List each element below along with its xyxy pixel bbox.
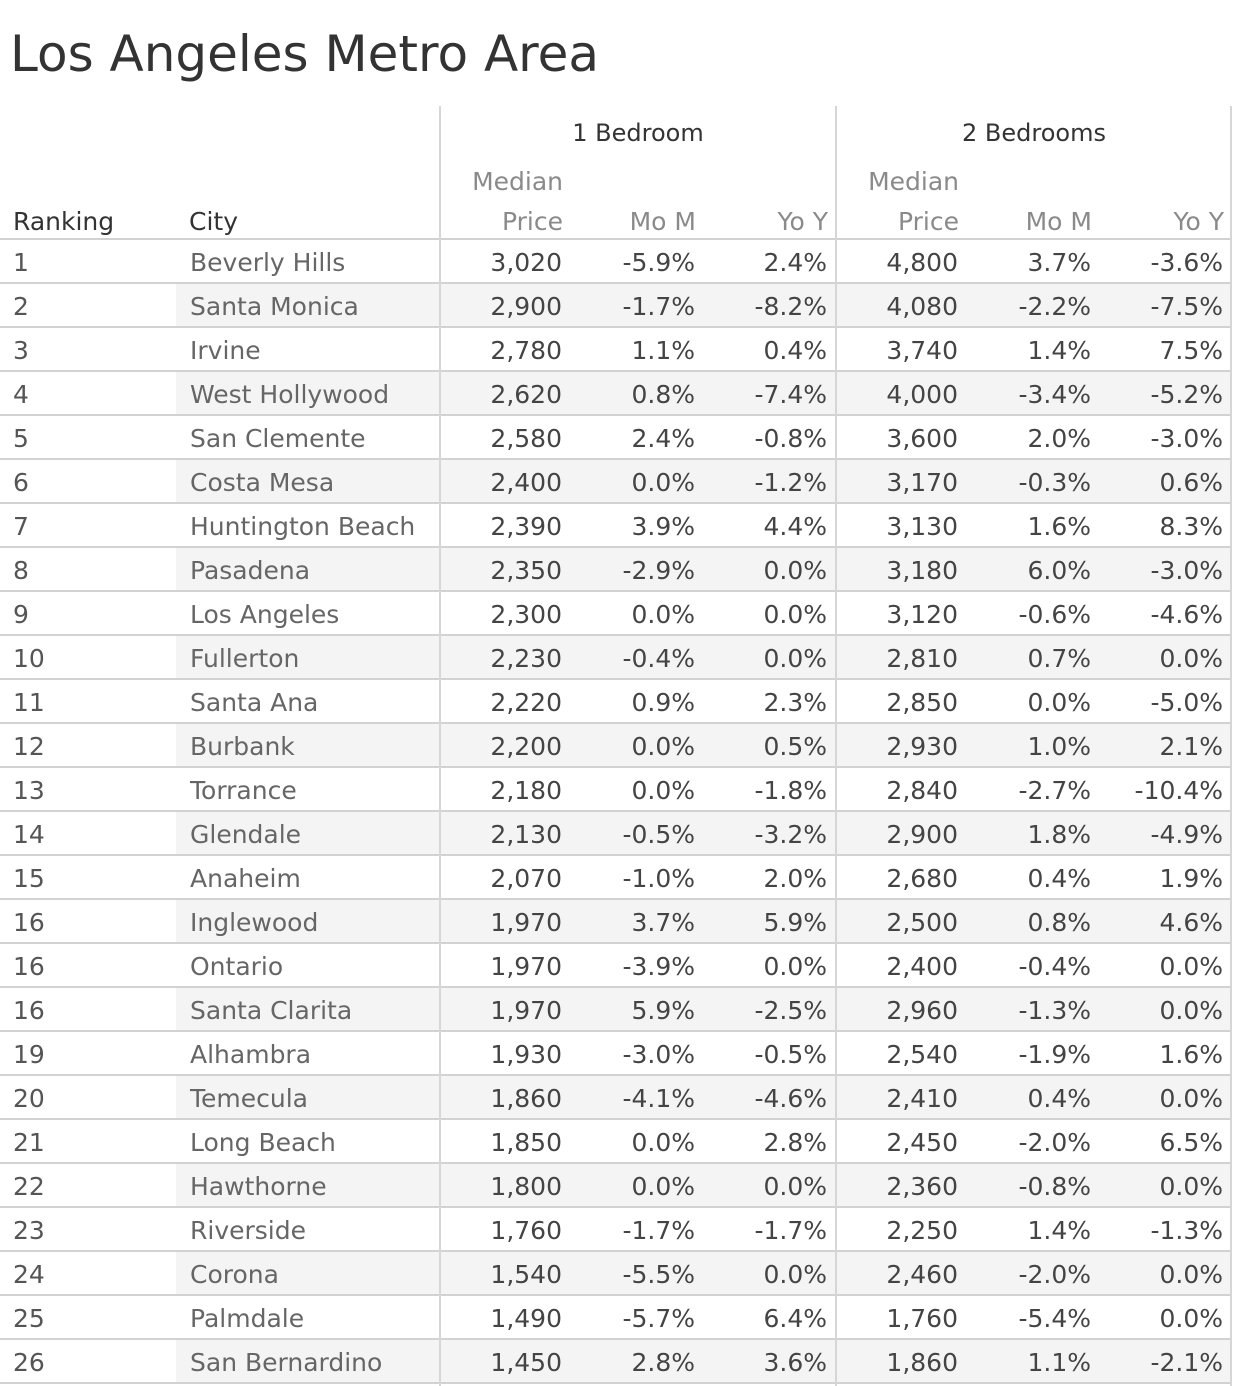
cell-city: Huntington Beach [190,512,416,541]
cell-city: Irvine [190,336,261,365]
cell-1br-yoy: 6.4% [763,1304,827,1333]
cell-1br-median: 2,780 [490,336,562,365]
cell-ranking: 3 [13,336,29,365]
column-divider-right-edge [1230,106,1232,1386]
cell-1br-mom: 5.9% [631,996,695,1025]
cell-1br-yoy: 0.5% [763,732,827,761]
cell-ranking: 20 [13,1084,45,1113]
cell-2br-yoy: -4.9% [1150,820,1223,849]
cell-ranking: 12 [13,732,45,761]
cell-city: Inglewood [190,908,319,937]
cell-2br-yoy: -2.1% [1150,1348,1223,1377]
table-row [0,372,1232,416]
column-header-city: City [189,207,238,236]
cell-2br-mom: 0.0% [1027,688,1091,717]
cell-2br-yoy: 0.0% [1159,1304,1223,1333]
cell-2br-mom: -0.3% [1018,468,1091,497]
cell-1br-median: 2,620 [490,380,562,409]
cell-2br-mom: 2.0% [1027,424,1091,453]
column-header-2br-median-bottom: Price [898,207,959,236]
column-header-2br-mom: Mo M [1025,207,1092,236]
table-row [0,1120,1232,1164]
cell-1br-yoy: 0.0% [763,1172,827,1201]
table-row [0,636,1232,680]
cell-2br-mom: -1.3% [1018,996,1091,1025]
cell-2br-mom: -1.9% [1018,1040,1091,1069]
column-divider-2-bedrooms [835,106,837,1386]
cell-2br-median: 2,460 [886,1260,958,1289]
cell-1br-median: 1,970 [490,952,562,981]
cell-2br-yoy: -4.6% [1150,600,1223,629]
cell-1br-mom: 0.8% [631,380,695,409]
column-header-1br-mom: Mo M [629,207,696,236]
cell-2br-yoy: -3.0% [1150,556,1223,585]
cell-1br-median: 1,850 [490,1128,562,1157]
cell-2br-yoy: 0.0% [1159,996,1223,1025]
cell-1br-median: 1,970 [490,996,562,1025]
cell-1br-mom: -1.7% [622,1216,695,1245]
page-title: Los Angeles Metro Area [10,25,600,83]
table-row [0,1252,1232,1296]
cell-2br-mom: -2.7% [1018,776,1091,805]
cell-1br-yoy: 5.9% [763,908,827,937]
cell-city: Torrance [190,776,297,805]
cell-2br-mom: 1.4% [1027,1216,1091,1245]
table-row [0,240,1232,284]
cell-1br-mom: -4.1% [622,1084,695,1113]
cell-1br-median: 1,860 [490,1084,562,1113]
cell-city: Temecula [190,1084,308,1113]
cell-1br-yoy: -1.2% [754,468,827,497]
cell-2br-yoy: 7.5% [1159,336,1223,365]
cell-ranking: 19 [13,1040,45,1069]
cell-2br-yoy: -5.2% [1150,380,1223,409]
cell-2br-mom: -2.0% [1018,1260,1091,1289]
cell-2br-median: 2,250 [886,1216,958,1245]
cell-1br-median: 1,800 [490,1172,562,1201]
cell-1br-yoy: 2.4% [763,248,827,277]
cell-1br-median: 2,400 [490,468,562,497]
cell-2br-yoy: 1.6% [1159,1040,1223,1069]
cell-1br-median: 1,450 [490,1348,562,1377]
cell-2br-yoy: 2.1% [1159,732,1223,761]
cell-city: Hawthorne [190,1172,327,1201]
cell-1br-mom: 1.1% [631,336,695,365]
cell-city: Riverside [190,1216,306,1245]
table-row [0,856,1232,900]
cell-city: West Hollywood [190,380,390,409]
cell-city: San Bernardino [190,1348,383,1377]
cell-2br-yoy: 0.0% [1159,1084,1223,1113]
table-row [0,460,1232,504]
cell-ranking: 16 [13,996,45,1025]
cell-2br-median: 2,360 [886,1172,958,1201]
cell-city: Glendale [190,820,302,849]
cell-1br-mom: 0.0% [631,1128,695,1157]
cell-1br-mom: 2.4% [631,424,695,453]
table-row [0,1208,1232,1252]
cell-1br-mom: 0.0% [631,776,695,805]
cell-2br-yoy: 6.5% [1159,1128,1223,1157]
table-row [0,1340,1232,1384]
cell-city: Los Angeles [190,600,340,629]
cell-ranking: 14 [13,820,45,849]
cell-2br-mom: 0.4% [1027,864,1091,893]
table-row [0,1296,1232,1340]
cell-1br-yoy: 0.0% [763,644,827,673]
cell-1br-mom: -5.9% [622,248,695,277]
cell-1br-mom: -1.7% [622,292,695,321]
cell-1br-mom: 0.0% [631,468,695,497]
table-row [0,284,1232,328]
cell-1br-yoy: 4.4% [763,512,827,541]
cell-ranking: 4 [13,380,29,409]
group-header-2-bedrooms: 2 Bedrooms [962,119,1106,147]
cell-city: Costa Mesa [190,468,335,497]
table-row [0,944,1232,988]
cell-2br-mom: 1.1% [1027,1348,1091,1377]
cell-ranking: 23 [13,1216,45,1245]
cell-1br-yoy: 0.0% [763,1260,827,1289]
cell-1br-yoy: 0.0% [763,952,827,981]
cell-1br-yoy: 0.0% [763,600,827,629]
cell-1br-median: 1,540 [490,1260,562,1289]
cell-1br-median: 1,970 [490,908,562,937]
cell-1br-yoy: 2.8% [763,1128,827,1157]
cell-1br-yoy: -8.2% [754,292,827,321]
cell-2br-mom: -3.4% [1018,380,1091,409]
cell-1br-yoy: -1.7% [754,1216,827,1245]
cell-1br-yoy: -7.4% [754,380,827,409]
cell-ranking: 5 [13,424,29,453]
cell-1br-yoy: 3.6% [763,1348,827,1377]
cell-2br-median: 4,800 [886,248,958,277]
cell-1br-mom: -5.5% [622,1260,695,1289]
table-row [0,1032,1232,1076]
cell-2br-mom: -2.2% [1018,292,1091,321]
cell-ranking: 7 [13,512,29,541]
cell-ranking: 22 [13,1172,45,1201]
cell-2br-median: 2,850 [886,688,958,717]
cell-1br-median: 3,020 [490,248,562,277]
cell-ranking: 11 [13,688,45,717]
cell-2br-median: 3,170 [886,468,958,497]
cell-1br-mom: 0.0% [631,732,695,761]
table-row [0,592,1232,636]
table-row [0,812,1232,856]
cell-2br-mom: -0.6% [1018,600,1091,629]
cell-2br-mom: -0.4% [1018,952,1091,981]
cell-1br-mom: -0.5% [622,820,695,849]
column-header-1br-median-top: Median [472,167,563,196]
table-row [0,1164,1232,1208]
cell-2br-median: 3,120 [886,600,958,629]
table-body [0,240,1232,1384]
cell-1br-median: 2,070 [490,864,562,893]
cell-2br-mom: -2.0% [1018,1128,1091,1157]
cell-2br-yoy: 0.0% [1159,952,1223,981]
cell-ranking: 24 [13,1260,45,1289]
cell-2br-yoy: -1.3% [1150,1216,1223,1245]
cell-1br-median: 2,200 [490,732,562,761]
cell-1br-median: 2,900 [490,292,562,321]
cell-city: Alhambra [190,1040,312,1069]
cell-ranking: 6 [13,468,29,497]
cell-city: Long Beach [190,1128,336,1157]
cell-1br-mom: 3.7% [631,908,695,937]
cell-1br-mom: 0.0% [631,600,695,629]
cell-2br-median: 1,760 [886,1304,958,1333]
column-divider-1-bedroom [439,106,441,1386]
cell-2br-median: 2,930 [886,732,958,761]
cell-1br-yoy: 0.0% [763,556,827,585]
cell-1br-median: 2,180 [490,776,562,805]
table-row [0,988,1232,1032]
table-row [0,680,1232,724]
cell-1br-mom: -0.4% [622,644,695,673]
cell-2br-yoy: -5.0% [1150,688,1223,717]
cell-2br-median: 1,860 [886,1348,958,1377]
cell-2br-yoy: -3.6% [1150,248,1223,277]
cell-1br-median: 1,760 [490,1216,562,1245]
cell-ranking: 21 [13,1128,45,1157]
cell-2br-median: 3,180 [886,556,958,585]
cell-2br-yoy: 0.0% [1159,644,1223,673]
cell-2br-median: 2,540 [886,1040,958,1069]
cell-2br-median: 2,680 [886,864,958,893]
cell-2br-median: 2,500 [886,908,958,937]
cell-2br-median: 2,810 [886,644,958,673]
cell-1br-median: 1,490 [490,1304,562,1333]
table-row [0,328,1232,372]
cell-2br-mom: -0.8% [1018,1172,1091,1201]
cell-1br-yoy: -1.8% [754,776,827,805]
table-row [0,724,1232,768]
cell-ranking: 15 [13,864,45,893]
cell-ranking: 9 [13,600,29,629]
cell-1br-median: 1,930 [490,1040,562,1069]
cell-1br-median: 2,300 [490,600,562,629]
cell-1br-yoy: -2.5% [754,996,827,1025]
cell-1br-median: 2,220 [490,688,562,717]
cell-1br-mom: 0.9% [631,688,695,717]
cell-1br-median: 2,230 [490,644,562,673]
cell-1br-mom: -2.9% [622,556,695,585]
cell-2br-mom: 0.4% [1027,1084,1091,1113]
cell-2br-median: 2,400 [886,952,958,981]
cell-ranking: 26 [13,1348,45,1377]
cell-ranking: 1 [13,248,29,277]
table-row [0,548,1232,592]
cell-1br-mom: -3.9% [622,952,695,981]
cell-2br-yoy: -10.4% [1134,776,1223,805]
cell-city: Fullerton [190,644,300,673]
cell-city: San Clemente [190,424,366,453]
cell-ranking: 8 [13,556,29,585]
cell-1br-mom: 2.8% [631,1348,695,1377]
cell-ranking: 25 [13,1304,45,1333]
cell-city: Santa Ana [190,688,319,717]
cell-2br-yoy: 0.0% [1159,1172,1223,1201]
cell-city: Beverly Hills [190,248,346,277]
cell-1br-mom: 0.0% [631,1172,695,1201]
table-row [0,1076,1232,1120]
cell-city: Corona [190,1260,279,1289]
cell-2br-median: 2,840 [886,776,958,805]
cell-2br-mom: 1.8% [1027,820,1091,849]
cell-2br-yoy: 4.6% [1159,908,1223,937]
cell-2br-mom: 1.4% [1027,336,1091,365]
cell-2br-yoy: 0.0% [1159,1260,1223,1289]
column-header-1br-yoy: Yo Y [777,207,828,236]
cell-2br-yoy: 0.6% [1159,468,1223,497]
table-row [0,768,1232,812]
cell-1br-median: 2,350 [490,556,562,585]
cell-city: Ontario [190,952,284,981]
column-header-ranking: Ranking [13,207,115,236]
cell-2br-mom: 6.0% [1027,556,1091,585]
cell-2br-median: 2,960 [886,996,958,1025]
cell-city: Palmdale [190,1304,305,1333]
cell-2br-median: 3,740 [886,336,958,365]
cell-2br-mom: 1.6% [1027,512,1091,541]
cell-2br-median: 2,410 [886,1084,958,1113]
cell-1br-median: 2,130 [490,820,562,849]
cell-city: Pasadena [190,556,311,585]
cell-2br-median: 3,130 [886,512,958,541]
cell-city: Santa Clarita [190,996,353,1025]
cell-2br-mom: -5.4% [1018,1304,1091,1333]
cell-1br-mom: 3.9% [631,512,695,541]
group-header-1-bedroom: 1 Bedroom [572,119,704,147]
cell-ranking: 10 [13,644,45,673]
cell-2br-mom: 0.8% [1027,908,1091,937]
cell-1br-yoy: 2.0% [763,864,827,893]
cell-1br-median: 2,390 [490,512,562,541]
cell-1br-mom: -3.0% [622,1040,695,1069]
cell-2br-mom: 0.7% [1027,644,1091,673]
cell-2br-yoy: -7.5% [1150,292,1223,321]
cell-1br-mom: -1.0% [622,864,695,893]
cell-2br-median: 4,000 [886,380,958,409]
cell-city: Burbank [190,732,295,761]
cell-ranking: 16 [13,952,45,981]
table-row [0,504,1232,548]
table-row [0,416,1232,460]
cell-ranking: 2 [13,292,29,321]
column-header-2br-yoy: Yo Y [1173,207,1224,236]
cell-2br-median: 3,600 [886,424,958,453]
cell-2br-median: 2,450 [886,1128,958,1157]
cell-ranking: 13 [13,776,45,805]
column-header-1br-median-bottom: Price [502,207,563,236]
cell-1br-mom: -5.7% [622,1304,695,1333]
cell-2br-median: 4,080 [886,292,958,321]
table-row [0,900,1232,944]
cell-ranking: 16 [13,908,45,937]
cell-1br-yoy: 2.3% [763,688,827,717]
cell-2br-yoy: 1.9% [1159,864,1223,893]
cell-city: Santa Monica [190,292,359,321]
cell-2br-mom: 3.7% [1027,248,1091,277]
cell-1br-yoy: -0.8% [754,424,827,453]
cell-1br-yoy: -0.5% [754,1040,827,1069]
cell-2br-median: 2,900 [886,820,958,849]
cell-1br-yoy: -4.6% [754,1084,827,1113]
cell-1br-median: 2,580 [490,424,562,453]
cell-2br-yoy: -3.0% [1150,424,1223,453]
cell-city: Anaheim [190,864,301,893]
cell-2br-mom: 1.0% [1027,732,1091,761]
cell-1br-yoy: -3.2% [754,820,827,849]
cell-2br-yoy: 8.3% [1159,512,1223,541]
cell-1br-yoy: 0.4% [763,336,827,365]
column-header-2br-median-top: Median [868,167,959,196]
